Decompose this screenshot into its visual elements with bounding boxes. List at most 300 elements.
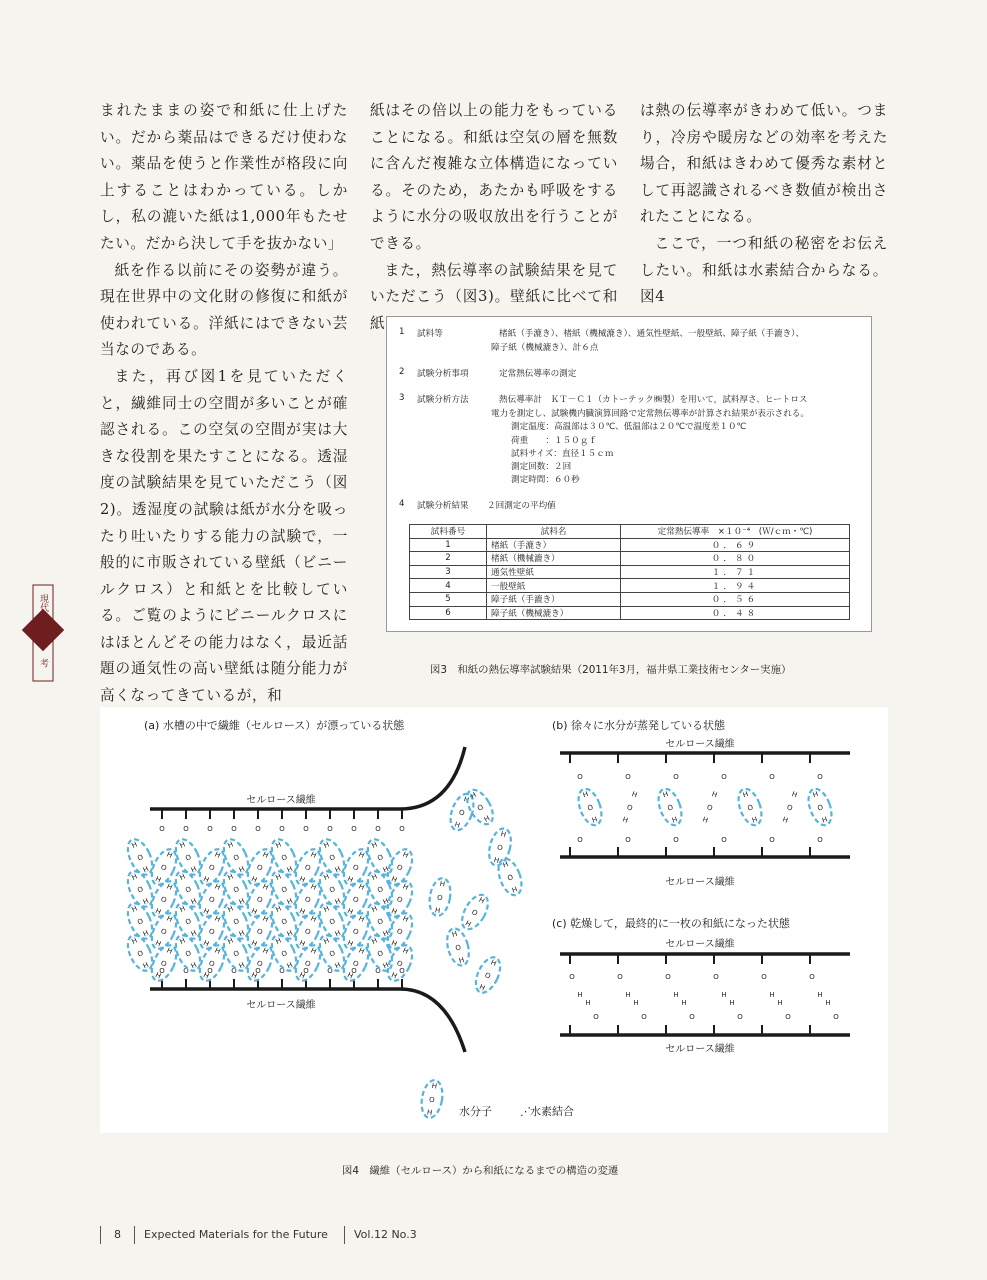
atom-label: O xyxy=(159,895,168,905)
atom-label: H xyxy=(154,970,163,981)
atom-label: H xyxy=(274,936,283,946)
atom-label: H xyxy=(178,904,187,914)
atom-label: O xyxy=(395,959,404,969)
item-text: 試料サイズ：直径１５ｃｍ xyxy=(511,449,614,459)
atom-label: H xyxy=(477,895,486,906)
atom-label: H xyxy=(250,874,259,885)
figure-4 xyxy=(100,707,888,1133)
table-cell: １．７１ xyxy=(621,565,850,579)
water-molecule xyxy=(443,926,472,968)
atom-label: O xyxy=(625,836,631,844)
atom-label: H xyxy=(346,906,355,917)
atom-label: H xyxy=(625,991,631,999)
atom-label: O xyxy=(255,863,264,873)
atom-label: H xyxy=(381,928,390,939)
journal-volume: Vol.12 No.3 xyxy=(354,1228,417,1241)
atom-label: O xyxy=(375,967,381,975)
item-label: 試験分析結果 xyxy=(417,501,469,511)
atom-label: H xyxy=(261,914,270,924)
atom-label: H xyxy=(165,850,174,860)
item-text: 熱伝導率計 ＫＴ－Ｃ１（カトーテック㈱製）を用いて，試料厚さ、ヒートロス xyxy=(499,395,808,405)
atom-label: O xyxy=(280,853,289,863)
atom-label: O xyxy=(785,803,794,813)
atom-label: O xyxy=(279,825,285,833)
table-header-row xyxy=(410,525,850,539)
atom-label: O xyxy=(737,1013,743,1021)
atom-label: H xyxy=(426,1108,433,1118)
atom-label: H xyxy=(621,815,630,825)
atom-label: H xyxy=(178,872,187,882)
atom-label: H xyxy=(462,795,471,805)
atom-label: O xyxy=(351,959,360,969)
atom-label: H xyxy=(370,904,379,914)
atom-label: H xyxy=(250,906,259,917)
atom-label: O xyxy=(327,825,333,833)
atom-label: H xyxy=(333,960,342,971)
table-row xyxy=(410,592,850,606)
atom-label: O xyxy=(184,885,193,895)
atom-label: O xyxy=(303,895,312,905)
atom-label: H xyxy=(189,864,198,875)
water-molecule xyxy=(291,942,325,985)
atom-label: H xyxy=(274,872,283,882)
water-molecule xyxy=(804,786,836,829)
atom-label: O xyxy=(351,895,360,905)
atom-label: O xyxy=(673,836,679,844)
table-cell: 5 xyxy=(410,592,487,606)
figure-4-caption: 図4 繊維（セルロース）から和紙になるまでの構造の変遷 xyxy=(342,1165,619,1177)
atom-label: H xyxy=(489,958,498,968)
atom-label: O xyxy=(476,803,485,813)
atom-label: H xyxy=(285,960,294,971)
atom-label: H xyxy=(189,896,198,907)
atom-label: H xyxy=(261,850,270,860)
atom-label: O xyxy=(665,973,671,981)
atom-label: H xyxy=(817,991,823,999)
item-label: 試料等 xyxy=(417,329,443,339)
atom-label: O xyxy=(506,873,515,883)
atom-label: H xyxy=(154,906,163,917)
atom-label: H xyxy=(130,904,139,914)
table-cell: ０．８０ xyxy=(621,552,850,566)
atom-label: H xyxy=(478,982,487,993)
paragraph: 紙を作る以前にその姿勢が違う。現在世界中の文化財の修復に和紙が使われている。洋紙にはできない芸当なのである。 xyxy=(100,261,348,359)
water-molecule xyxy=(363,868,397,914)
atom-label: H xyxy=(178,840,187,850)
atom-label: H xyxy=(226,872,235,882)
atom-label: O xyxy=(470,908,479,918)
atom-label: H xyxy=(213,946,222,956)
atom-label: H xyxy=(401,914,410,924)
atom-label: H xyxy=(309,946,318,956)
cellulose-label-a-bottom: セルロース繊維 xyxy=(246,1000,316,1011)
journal-title: Expected Materials for the Future xyxy=(144,1228,328,1241)
atom-label: O xyxy=(303,863,312,873)
fig3-test-report xyxy=(386,316,872,632)
water-molecule xyxy=(734,786,766,829)
atom-label: H xyxy=(357,914,366,924)
body-column-2 xyxy=(370,98,618,337)
atom-label: H xyxy=(141,896,150,907)
atom-label: O xyxy=(833,1013,839,1021)
figure-3-caption: 図3 和紙の熱伝導率試験結果（2011年3月，福井県工業技術センター実施） xyxy=(430,664,792,676)
item-text: 荷重 ：１５０ｇｆ xyxy=(511,436,597,446)
atom-label: H xyxy=(333,864,342,875)
atom-label: O xyxy=(159,967,165,975)
table-row xyxy=(410,579,850,593)
atom-label: H xyxy=(298,906,307,917)
atom-label: H xyxy=(482,814,492,824)
atom-label: O xyxy=(816,803,825,813)
atom-label: H xyxy=(357,946,366,956)
atom-label: H xyxy=(309,882,318,892)
item-text: 定常熱伝導率の測定 xyxy=(499,369,577,379)
item-label: 試験分析事項 xyxy=(417,369,469,379)
table-cell: ０．６９ xyxy=(621,538,850,552)
atom-label: H xyxy=(401,882,410,892)
atom-label: H xyxy=(681,999,687,1007)
atom-label: H xyxy=(346,874,355,885)
atom-label: O xyxy=(769,836,775,844)
legend-water-label: 水分子 xyxy=(459,1105,492,1118)
atom-label: O xyxy=(399,825,405,833)
atom-label: O xyxy=(351,967,357,975)
atom-label: H xyxy=(309,914,318,924)
paragraph: ここで，一つ和紙の秘密をお伝えしたい。和紙は水素結合からなる。図4 xyxy=(640,234,888,306)
atom-label: H xyxy=(590,815,599,825)
atom-label: O xyxy=(303,967,309,975)
atom-label: O xyxy=(184,949,193,959)
table-cell: 6 xyxy=(410,606,487,620)
atom-label: O xyxy=(183,825,189,833)
atom-label: O xyxy=(255,959,264,969)
atom-label: H xyxy=(390,970,399,981)
atom-label: O xyxy=(280,885,289,895)
atom-label: O xyxy=(232,853,241,863)
atom-label: O xyxy=(593,1013,599,1021)
atom-label: H xyxy=(438,879,446,889)
table-cell: １．９４ xyxy=(621,579,850,593)
atom-label: H xyxy=(434,906,441,916)
item-text: 電力を測定し、試験機内臓演算回路で定常熱伝導率が計算され結果が表示される。 xyxy=(491,409,809,419)
atom-label: H xyxy=(661,790,670,800)
atom-label: O xyxy=(617,973,623,981)
table-cell: 一般壁紙 xyxy=(487,579,621,593)
atom-label: H xyxy=(381,960,390,971)
atom-label: H xyxy=(401,850,410,860)
footer-divider xyxy=(100,1226,101,1244)
atom-label: H xyxy=(154,938,163,949)
atom-label: O xyxy=(328,949,337,959)
atom-label: O xyxy=(817,773,823,781)
water-molecule xyxy=(363,900,397,946)
atom-label: H xyxy=(451,929,459,939)
atom-label: H xyxy=(769,991,775,999)
atom-label: H xyxy=(633,999,639,1007)
atom-label: O xyxy=(159,825,165,833)
atom-label: O xyxy=(376,885,385,895)
atom-label: O xyxy=(666,803,675,813)
item-text: 測定時間：６０秒 xyxy=(511,475,580,485)
item-number: 1 xyxy=(399,327,405,337)
atom-label: H xyxy=(777,999,783,1007)
water-molecule xyxy=(701,790,719,825)
table-cell: 楮紙（手漉き） xyxy=(487,538,621,552)
atom-label: O xyxy=(327,967,333,975)
item-number: 2 xyxy=(399,367,405,377)
paragraph: また，再び図1を見ていただくと，繊維同士の空間が多いことが確認される。この空気の空間が実は大きな役割を果たすことになる。透湿度の試験結果を見ていただこう（図2)。透湿度の試験は紙が水分を吸ったり吐いたりする能力の試験で，一般的に市販されている壁紙（ビニールクロス）と和紙とを比較している。ご覧のようにビニールクロスにはほとんどその能力はなく，最近話題の通気性の高い壁紙は随分能力が高くなってきているが，和 xyxy=(100,367,348,705)
page-number: 8 xyxy=(114,1228,121,1241)
atom-label: H xyxy=(492,855,500,866)
atom-label: O xyxy=(207,927,216,937)
atom-label: H xyxy=(710,790,719,800)
atom-label: H xyxy=(499,829,507,839)
atom-label: H xyxy=(501,860,510,870)
atom-label: O xyxy=(399,967,405,975)
table-cell: 4 xyxy=(410,579,487,593)
atom-label: O xyxy=(569,973,575,981)
item-text: 楮紙（手漉き）、楮紙（機械漉き）、通気性壁紙、一般壁紙、障子紙（手漉き）、 xyxy=(499,329,805,339)
svg-text:現代: 現代 xyxy=(38,594,48,612)
atom-label: H xyxy=(721,991,727,999)
atom-label: O xyxy=(428,1095,436,1105)
atom-label: O xyxy=(231,825,237,833)
atom-label: H xyxy=(322,904,331,914)
figure-4-diagram xyxy=(100,707,888,1133)
water-molecule xyxy=(654,786,686,829)
atom-label: O xyxy=(136,949,145,959)
atom-label: H xyxy=(298,970,307,981)
water-molecule xyxy=(147,942,181,985)
atom-label: H xyxy=(510,885,519,895)
atom-label: O xyxy=(255,825,261,833)
table-cell: 通気性壁紙 xyxy=(487,565,621,579)
atom-label: O xyxy=(232,917,241,927)
atom-label: O xyxy=(207,863,216,873)
atom-label: H xyxy=(202,906,211,917)
column-header: 試料名 xyxy=(487,525,621,539)
atom-label: O xyxy=(280,917,289,927)
atom-label: O xyxy=(721,836,727,844)
atom-label: O xyxy=(376,949,385,959)
atom-label: O xyxy=(436,893,444,903)
table-row xyxy=(410,538,850,552)
item-label: 試験分析方法 xyxy=(417,395,469,405)
atom-label: O xyxy=(641,1013,647,1021)
atom-label: H xyxy=(463,919,473,929)
table-row xyxy=(410,552,850,566)
paragraph: 紙はその倍以上の能力をもっていることになる。和紙は空気の層を無数に含んだ複雑な立体構造になっている。そのため，あたかも呼吸をするように水分の吸収放出を行うことができる。 xyxy=(370,102,618,252)
atom-label: H xyxy=(141,928,150,939)
atom-label: H xyxy=(261,882,270,892)
atom-label: H xyxy=(322,872,331,882)
cellulose-label-b-bottom: セルロース繊維 xyxy=(665,877,735,888)
table-cell: 3 xyxy=(410,565,487,579)
atom-label: O xyxy=(395,927,404,937)
atom-label: O xyxy=(231,967,237,975)
footer-divider xyxy=(344,1226,345,1244)
atom-label: H xyxy=(274,904,283,914)
atom-label: H xyxy=(165,914,174,924)
atom-label: H xyxy=(430,1081,438,1091)
atom-label: O xyxy=(207,959,216,969)
footer-divider xyxy=(134,1226,135,1244)
atom-label: O xyxy=(769,773,775,781)
atom-label: O xyxy=(255,895,264,905)
atom-label: H xyxy=(285,928,294,939)
water-molecule xyxy=(243,942,277,985)
atom-label: H xyxy=(390,938,399,949)
water-molecule xyxy=(195,942,229,985)
legend-hbond-icon: ⋰ xyxy=(520,1105,531,1118)
atom-label: H xyxy=(250,970,259,981)
atom-label: H xyxy=(261,946,270,956)
atom-label: H xyxy=(226,840,235,850)
atom-label: H xyxy=(202,938,211,949)
atom-label: H xyxy=(741,790,750,800)
atom-label: O xyxy=(183,967,189,975)
legend-hbond-label: 水素結合 xyxy=(530,1105,574,1118)
atom-label: H xyxy=(141,864,150,875)
atom-label: O xyxy=(136,853,145,863)
atom-label: O xyxy=(673,773,679,781)
cellulose-fiber-a-bottom xyxy=(150,989,465,1052)
atom-label: H xyxy=(458,955,466,966)
atom-label: H xyxy=(453,820,462,830)
item-number: 3 xyxy=(399,393,405,403)
atom-label: O xyxy=(351,863,360,873)
atom-label: O xyxy=(577,836,583,844)
atom-label: O xyxy=(159,959,168,969)
atom-label: H xyxy=(130,840,139,850)
atom-label: H xyxy=(825,999,831,1007)
atom-label: O xyxy=(375,825,381,833)
cellulose-label-a-top: セルロース繊維 xyxy=(246,795,316,806)
atom-label: H xyxy=(750,815,759,825)
item-text: 測定回数：２回 xyxy=(511,462,572,472)
atom-label: H xyxy=(165,882,174,892)
atom-label: O xyxy=(136,917,145,927)
atom-label: O xyxy=(376,853,385,863)
atom-label: H xyxy=(322,840,331,850)
atom-label: O xyxy=(721,773,727,781)
atom-label: O xyxy=(785,1013,791,1021)
atom-label: O xyxy=(328,885,337,895)
atom-label: H xyxy=(577,991,583,999)
atom-label: O xyxy=(577,773,583,781)
atom-label: H xyxy=(729,999,735,1007)
atom-label: H xyxy=(202,970,211,981)
atom-label: H xyxy=(285,896,294,907)
atom-label: O xyxy=(232,949,241,959)
atom-label: H xyxy=(178,936,187,946)
atom-label: O xyxy=(303,825,309,833)
table-cell: 障子紙（機械漉き） xyxy=(487,606,621,620)
item-text: 障子紙（機械漉き）、計６点 xyxy=(491,343,599,353)
atom-label: H xyxy=(154,874,163,885)
atom-label: H xyxy=(202,874,211,885)
legend-water-icon xyxy=(419,1079,445,1120)
atom-label: H xyxy=(250,938,259,949)
atom-label: H xyxy=(298,874,307,885)
atom-label: O xyxy=(586,803,595,813)
atom-label: O xyxy=(454,943,462,953)
atom-label: O xyxy=(255,967,261,975)
atom-label: O xyxy=(395,863,404,873)
atom-label: O xyxy=(395,895,404,905)
item-text: 測定温度：高温部は３０℃、低温部は２０℃で温度差１０℃ xyxy=(511,422,747,432)
atom-label: H xyxy=(820,815,829,825)
body-column-3 xyxy=(640,98,888,311)
atom-label: O xyxy=(232,885,241,895)
atom-label: H xyxy=(189,928,198,939)
atom-label: O xyxy=(207,967,213,975)
atom-label: O xyxy=(496,843,504,853)
atom-label: H xyxy=(130,936,139,946)
atom-label: O xyxy=(483,971,492,981)
atom-label: H xyxy=(237,960,246,971)
atom-label: H xyxy=(298,938,307,949)
atom-label: H xyxy=(390,906,399,917)
atom-label: O xyxy=(159,863,168,873)
column-header: 試料番号 xyxy=(410,525,487,539)
cellulose-label-c-bottom: セルロース繊維 xyxy=(665,1044,735,1055)
atom-label: O xyxy=(746,803,755,813)
cellulose-label-b-top: セルロース繊維 xyxy=(665,739,735,750)
body-column-1 xyxy=(100,98,348,710)
atom-label: H xyxy=(226,904,235,914)
water-molecule xyxy=(363,932,397,975)
atom-label: O xyxy=(689,1013,695,1021)
paragraph: は熱の伝導率がきわめて低い。つまり，冷房や暖房などの効率を考えた場合，和紙はきわめて優秀な素材として再認識されるべき数値が検出されたことになる。 xyxy=(640,102,888,226)
atom-label: O xyxy=(817,836,823,844)
atom-label: H xyxy=(213,850,222,860)
atom-label: H xyxy=(811,790,820,800)
atom-label: O xyxy=(184,917,193,927)
atom-label: H xyxy=(585,999,591,1007)
panel-a-title: (a) 水槽の中で繊維（セルロース）が漂っている状態 xyxy=(144,719,405,732)
atom-label: H xyxy=(189,960,198,971)
water-molecule xyxy=(781,790,799,825)
atom-label: H xyxy=(357,850,366,860)
atom-label: H xyxy=(781,815,790,825)
atom-label: H xyxy=(322,936,331,946)
atom-label: O xyxy=(705,803,714,813)
atom-label: H xyxy=(630,790,639,800)
atom-label: O xyxy=(376,917,385,927)
water-molecule xyxy=(462,786,498,829)
atom-label: O xyxy=(255,927,264,937)
atom-label: H xyxy=(141,960,150,971)
table-cell: ０．５６ xyxy=(621,592,850,606)
atom-label: O xyxy=(207,825,213,833)
water-molecule xyxy=(621,790,639,825)
atom-label: O xyxy=(207,895,216,905)
atom-label: H xyxy=(333,896,342,907)
water-molecule xyxy=(339,942,373,985)
item-number: 4 xyxy=(399,499,405,509)
paragraph: まれたままの姿で和紙に仕上げたい。だから薬品はできるだけ使わない。薬品を使うと作業性が格段に向上することはわかっている。しかし，私の漉いた紙は1,000年もたせたい。だから決して手を抜かない」 xyxy=(100,102,348,252)
atom-label: H xyxy=(237,896,246,907)
atom-label: O xyxy=(761,973,767,981)
atom-label: O xyxy=(351,927,360,937)
atom-label: O xyxy=(184,853,193,863)
atom-label: H xyxy=(673,991,679,999)
atom-label: H xyxy=(390,874,399,885)
water-molecule xyxy=(363,836,397,882)
atom-label: H xyxy=(226,936,235,946)
panel-c-title: (c) 乾燥して，最終的に一枚の和紙になった状態 xyxy=(552,917,790,930)
